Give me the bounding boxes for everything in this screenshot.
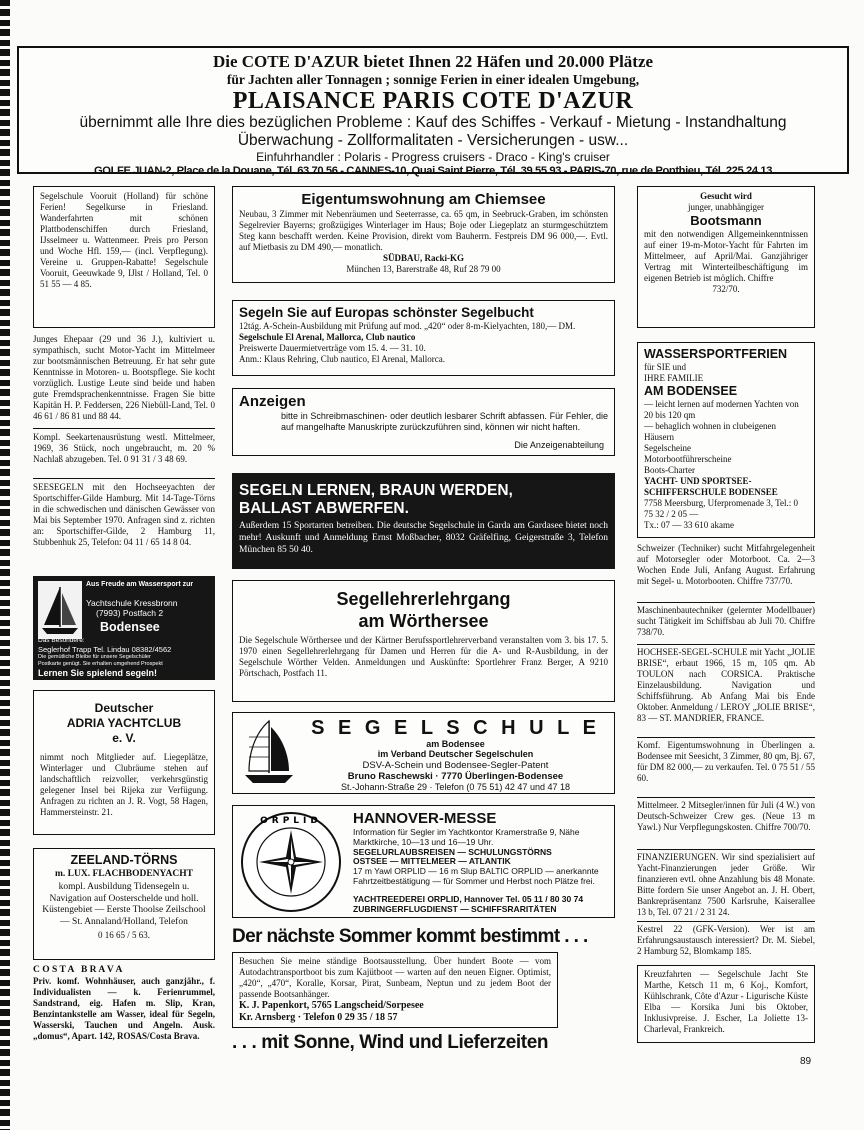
ad-zeeland-toerns [33, 848, 215, 960]
wasser-telex: Tx.: 07 — 33 610 akame [644, 520, 734, 530]
segelschule-line-3: DSV-A-Schein und Bodensee-Segler-Patent [362, 760, 549, 771]
sailboat-icon [38, 581, 82, 639]
wasser-service-3: Boots-Charter [644, 465, 695, 475]
cote-dazur-banner [17, 46, 849, 177]
kressbronn-hof-2: Die gemütliche Bleibe für unsere Segelschüler [38, 654, 151, 660]
sommer-firm: K. J. Papenkort, 5765 Langscheid/Sorpesee [239, 1000, 424, 1011]
kressbronn-hof: Seglerhof Trapp Tel. Lindau 08382/4562 [38, 645, 172, 654]
ad-maschinenbau: Maschinenbautechniker (gelernter Modellbauer) sucht Tätigkeit im Schiffsbau ab Juli 70. Chiffre 738/70. [637, 605, 815, 637]
zeeland-title: ZEELAND-TÖRNS [70, 853, 178, 867]
divider [637, 921, 815, 922]
europa-body: 12tág. A-Schein-Ausbildung mit Prüfung auf mod. „420“ oder 8-m-Kielyachten, 180,— DM. [239, 321, 576, 331]
ad-braun-werden [232, 473, 615, 569]
segelschule-line-2: im Verband Deutscher Segelschulen [377, 749, 534, 759]
banner-text-1: übernimmt alle Ihre dies bezüglichen Probleme : Kauf des Schiffes - Verkauf - Mietung - Instandhaltung [79, 114, 787, 131]
europa-prices: Preiswerte Dauermietverträge vom 15. 4. — 31. 10. [239, 343, 426, 353]
segelschule-title: S E G E L S C H U L E [311, 717, 600, 739]
divider [637, 737, 815, 738]
kressbronn-post: Postkarte genügt. Sie erhalten umgehend Prospekt [38, 661, 163, 667]
hannover-reisen: SEGELURLAUBSREISEN — SCHULUNGSTÖRNS [353, 847, 552, 857]
ad-anzeigen-notice [232, 388, 615, 456]
europa-school: Segelschule El Arenal, Mallorca, Club nautico [239, 332, 416, 342]
kressbronn-line-1: Aus Freude am Wassersport zur [86, 581, 194, 588]
ad-papenkort-sommer [232, 926, 615, 1054]
ad-segelschule-bodensee [232, 712, 615, 794]
ad-ehepaar: Junges Ehepaar (29 und 36 J.), kultiviert u. sympathisch, sucht Motor-Yacht im Mittelmeer zur bootsmännischen Betreuung. Er hat sehr gute Kenntnisse in Motoren- u. Bootspflege. Sie kocht vorzüglich. Lustige Leute sind beide und haben gute Fremdsprachenkenntnisse. Fragen Sie bitte Kapitän H. P. Feddersen, 226 Niebüll-Land, Tel. 0 46 61 / 86 81 und 88 44. [33, 334, 215, 421]
chiemsee-title: Eigentumswohnung am Chiemsee [301, 191, 546, 208]
ad-finanzierungen: FINANZIERUNGEN. Wir sind spezialisiert auf Yacht-Finanzierungen jeder Größe. Wir finanzieren evtl. ohne Anzahlung bis 48 Monate. Bitte fordern Sie unser Angebot an. J. H. Obert, Bankrepräsentanz 7500 Karlsruhe, Kaiserallee 13 b, Tel. 07 21 / 2 31 24. [637, 852, 815, 917]
adria-line-1: Deutscher [94, 701, 154, 715]
woerthersee-title-2: am Wörthersee [358, 611, 489, 631]
wasser-school: YACHT- UND SPORTSEE-SCHIFFERSCHULE BODENSEE [644, 476, 778, 497]
segelschule-line-4: Bruno Raschewski · 7770 Überlingen-Bodensee [347, 771, 564, 782]
europa-title: Segeln Sie auf Europas schönster Segelbucht [239, 305, 534, 320]
anzeigen-sign: Die Anzeigenabteilung [514, 440, 604, 450]
wasser-line-1: für SIE und [644, 362, 686, 372]
costa-body: Priv. komf. Wohnhäuser, auch ganzjähr., f. Individualisten — k. Ferienrummel, Sandstrand, eig. Hafen m. Slip, Kran, Benzintankstelle am Wasser, ideal für Segeln, Wasserski, Tauchen und Angeln. Ausk. „domus“, Apart. 142, ROSAS/Costa Brava. [33, 976, 215, 1041]
kressbronn-line-3: (7993) Postfach 2 [96, 608, 164, 618]
adria-line-2: ADRIA YACHTCLUB [66, 716, 182, 730]
orplid-compass-emblem [239, 810, 343, 914]
ad-mittelmeer: Mittelmeer. 2 Mitsegler/innen für Juli (4 W.) von Deutsch-Schweizer Crew ges. (Neue 13 m Yawl.) Nur Verpflegungskosten. Chiffre 700/70. [637, 800, 815, 832]
ad-woerthersee [232, 580, 615, 702]
svg-text:ORPLID: ORPLID [260, 816, 322, 826]
chiemsee-firm: SÜDBAU, Racki-KG [382, 253, 464, 263]
kressbronn-region: Bodensee [100, 620, 160, 634]
divider [637, 797, 815, 798]
banner-text-2: Überwachung - Zollformalitaten - Versicherungen - usw... [237, 132, 629, 149]
wasser-title-2: AM BODENSEE [644, 384, 738, 398]
ad-bootsmann [637, 186, 815, 328]
wasser-bullet-2: — behaglich wohnen in clubeigenen Häusern [644, 421, 776, 442]
ad-seekarten: Kompl. Seekartenausrüstung westl. Mittelmeer, 1969, 36 Stück, noch ungebraucht, m. 20 % Nachlaß abzugeben. Tel. 0 91 31 / 3 48 69. [33, 432, 215, 464]
page-spine-edge [0, 0, 10, 1130]
ad-vooruit: Segelschule Vooruit (Holland) für schöne Ferien! Segelkurse in Friesland. Wanderfahrten mit schönen Plattbodenschiffen durch Friesland, IJsselmeer u. Wattenmeer. Preis pro Person und Woche Hfl. 159,— (incl. Verpflegung). Vereine u. Gruppen-Rabatte! Segelschule Vooruit, Geeuwkade 9, IJlst / Holland, Tel. 0 51 55 — 4 85. [33, 186, 215, 328]
divider [637, 644, 815, 645]
banner-line-2: für Jachten aller Tonnagen ; sonnige Ferien in einer idealen Umgebung, [226, 72, 640, 87]
wasser-bullet-1: — leicht lernen auf modernen Yachten von 20 bis 120 qm [644, 399, 799, 420]
sommer-footer: . . . mit Sonne, Wind und Lieferzeiten [232, 1032, 549, 1053]
bootsmann-chiffre: 732/70. [712, 284, 740, 294]
banner-text-3: Einfuhrhandler : Polaris - Progress cruisers - Draco - King's cruiser [256, 150, 610, 164]
sommer-box [232, 952, 558, 1028]
segelschule-line-1: am Bodensee [426, 739, 485, 749]
banner-contacts: GOLFE JUAN-2, Place de la Douane, Tél. 63.70.56 - CANNES-10, Quai Saint Pierre, Tél. 39.55.93 - PARIS-70, rue de Ponthieu, Tél. 225.24.13 [93, 165, 773, 177]
braun-title-1: SEGELN LERNEN, BRAUN WERDEN, [239, 482, 513, 499]
adria-body: nimmt noch Mitglieder auf. Liegeplätze, Winterlager und Clubräume stehen auf landschaftlich reizvoller, verkehrsgünstig gelegener Insel bei Rijeka zur Verfügung. Anfragen zu richten an J. R. Vogt, 58 Hagen, Hammersteinstr. 21. [40, 752, 208, 817]
banner-title: PLAISANCE PARIS COTE D'AZUR [232, 88, 634, 114]
europa-anm: Anm.: Klaus Rehring, Club nautico, El Arenal, Mallorca. [239, 354, 445, 364]
costa-title: C O S T A B R A V A [33, 965, 123, 975]
ad-kestrel: Kestrel 22 (GFK-Version). Wer ist am Erfahrungsaustausch interessiert? Dr. M. Siebel, 2 Hamburg 52, Blomkamp 185. [637, 924, 815, 956]
wasser-address: 7758 Meersburg, Uferpromenade 3, Tel.: 0 75 32 / 2 05 — [644, 498, 798, 519]
page-number: 89 [800, 1056, 812, 1067]
zeeland-body: kompl. Ausbildung Tidensegeln u. Navigation auf Oosterschelde und holl. Küstengebiet — Eerste Thoolse Zeilschool — St. Annaland/Holland, Telefon [42, 882, 206, 927]
ad-kressbronn [33, 576, 215, 680]
anzeigen-title: Anzeigen [239, 393, 306, 410]
zeeland-tel: 0 16 65 / 5 63. [97, 930, 150, 940]
kressbronn-slogan: Lernen Sie spielend segeln! [38, 668, 158, 678]
bootsmann-line-2: junger, unabhängiger [687, 202, 765, 212]
braun-body: Außerdem 15 Sportarten betreiben. Die deutsche Segelschule in Garda am Gardasee bietet noch mehr! Auskunft und Anmeldung Ernst Moßbacher, 8032 Gräfelfing, Geigerstraße 3, Telefon München 85 50 40. [239, 521, 608, 555]
sommer-headline: Der nächste Sommer kommt bestimmt . . . [232, 926, 588, 947]
hannover-title: HANNOVER-MESSE [353, 810, 497, 827]
ad-kreuzfahrten: Kreuzfahrten — Segelschule Jacht Ste Marthe, Ketsch 11 m, 6 Koj., Komfort, Kühlschrank, Côte d'Azur - Ligurische Küste Elba — Korsika Juni bis Oktober, Inklusivpreise. J. Escher, La Joliette 13-Charleval, Frankreich. [637, 965, 815, 1043]
hannover-info: Information für Segler im Yachtkontor Kramerstraße 9, Nähe Marktkirche, 10—13 und 16—19 Uhr. [353, 827, 580, 847]
chiemsee-address: München 13, Barerstraße 48, Ruf 28 79 00 [346, 264, 501, 274]
ad-seesegeln: SEESEGELN mit den Hochseeyachten der Sportschiffer-Gilde Hamburg. Mit 14-Tage-Törns in die schwedischen und dänischen Gewässer von Mai bis September 1970. Anfragen sind z. richten an: Sportschiffer-Gilde, 2 Hamburg 11, Stubbenhuk 25, Telefon: 04 11 / 65 14 8 04. [33, 482, 215, 547]
wasser-service-2: Motorbootführerscheine [644, 454, 732, 464]
hannover-flugdienst: ZUBRINGERFLUGDIENST — SCHIFFSRARITÄTEN [353, 904, 557, 914]
ad-komf-eigentumswohnung: Komf. Eigentumswohnung in Überlingen a. Bodensee mit Seesicht, 3 Zimmer, 80 qm, Bj. 67, für DM 82 000,— zu verkaufen. Tel. 0 75 51 / 55 60. [637, 740, 815, 783]
chiemsee-body: Neubau, 3 Zimmer mit Nebenräumen und Seeterrasse, ca. 65 qm, in Seebruck-Graben, im schönsten Segelrevier Bayerns; großzügiges Winterlager im Haus; Boje oder Liegeplatz an sturmgeschütztem Steg kann beschafft werden. Keine Provision, direkt vom Bauherrn. Festpreis DM 96 000,—. Evtl. auf Mietbasis zu DM 490,— monatlich. [239, 209, 608, 252]
divider [637, 849, 815, 850]
ad-adria-yachtclub [33, 690, 215, 835]
banner-line-1: Die COTE D'AZUR bietet Ihnen 22 Häfen und 20.000 Plätze [212, 52, 654, 71]
hannover-meere: OSTSEE — MITTELMEER — ATLANTIK [353, 856, 511, 866]
ad-mallorca-segelbucht [232, 300, 615, 376]
wasser-line-2: IHRE FAMILIE [644, 373, 704, 383]
ad-chiemsee [232, 186, 615, 283]
wasser-title: WASSERSPORTFERIEN [644, 347, 788, 361]
braun-title-2: BALLAST ABWERFEN. [239, 500, 409, 517]
segelschule-line-5: St.-Johann-Straße 29 · Telefon (0 75 51) 42 47 und 47 18 [341, 782, 570, 792]
woerthersee-body: Die Segelschule Wörthersee und der Kärtner Berufssportlehrerverband veranstalten vom 3. bis 17. 5. 1970 einen Segellehrerlehrgang für Damen und Herren für die A- und R-Ausbildung, in der Segelschule Wörther Velden. Anmeldungen und Auskünfte: Sportlehrer Franz Berger, A 9210 Pörtschach, Postfach 11. [239, 635, 608, 678]
bootsmann-title: Bootsmann [690, 213, 762, 228]
kressbronn-line-2: Yachtschule Kressbronn [86, 598, 178, 608]
sommer-tel: Kr. Arnsberg · Telefon 0 29 35 / 18 57 [239, 1011, 398, 1023]
ad-wassersportferien [637, 342, 815, 538]
anzeigen-body: bitte in Schreibmaschinen- oder deutlich lesbarer Schrift abfassen. Für Fehler, die auf mangelhafte Manuskripte zurückzuführen sind, können wir nicht haften. [281, 411, 608, 432]
bootsmann-body: mit den notwendigen Allgemeinkenntnissen auf einer 19-m-Motor-Yacht für Fahrten im Mittelmeer, auf April/Mai. Ganzjähriger Vertrag mit Winterteilbeschäftigung im eigenen Betrieb ist möglich. Chiffre [644, 229, 808, 283]
zeeland-subtitle: m. LUX. FLACHBODENYACHT [55, 869, 193, 879]
ad-schweizer: Schweizer (Techniker) sucht Mitfahrgelegenheit auf Motorsegler oder Motorboot. Ca. 2—3 Wochen Ende Juli, Anfang August. Erfahrung mit Segel- u. Motorbooten. Chiffre 737/70. [637, 543, 815, 586]
ad-costa-brava [33, 965, 215, 1055]
woerthersee-title-1: Segellehrerlehrgang [336, 589, 511, 609]
bootsmann-line-1: Gesucht wird [700, 191, 752, 201]
sailboat-logo-icon [239, 717, 299, 791]
divider [637, 602, 815, 603]
adria-line-3: e. V. [112, 731, 136, 745]
hannover-reederei: YACHTREEDEREI ORPLID, Hannover Tel. 05 11 / 80 30 74 [353, 894, 584, 904]
kressbronn-special: Das Besondere: [38, 637, 85, 644]
ad-hochsee-segelschule: HOCHSEE-SEGEL-SCHULE mit Yacht „JOLIE BRISE“, erbaut 1966, 15 m, 105 qm. Ab TOULON nach CORSICA. Praktische Einzelausbildung. Navigation und Schiffsführung. Ab Anfang Mai bis Ende Oktober. Anmeldung / LEROY „JOLIE BRISE“, 83 — ST. MANDRIER, FRANCE. [637, 647, 815, 723]
divider [33, 428, 215, 429]
sommer-body: Besuchen Sie meine ständige Bootsausstellung. Über hundert Boote — vom Autodachtransportboot bis zum Kajütboot — warten auf den neuen Eigner. Optimist, „420“, „470“, Koralle, Korsar, Pirat, Sunbeam, Neptun und zu jedem Boot der passende Bootsanhänger. [239, 956, 551, 999]
hannover-yachts: 17 m Yawl ORPLID — 16 m Slup BALTIC ORPLID — anerkannte Fahrtzeitbestätigung — für Sommer und Herbst noch Plätze frei. [353, 866, 599, 886]
ad-hannover-messe [232, 805, 615, 918]
divider [33, 478, 215, 479]
wasser-service-1: Segelscheine [644, 443, 691, 453]
